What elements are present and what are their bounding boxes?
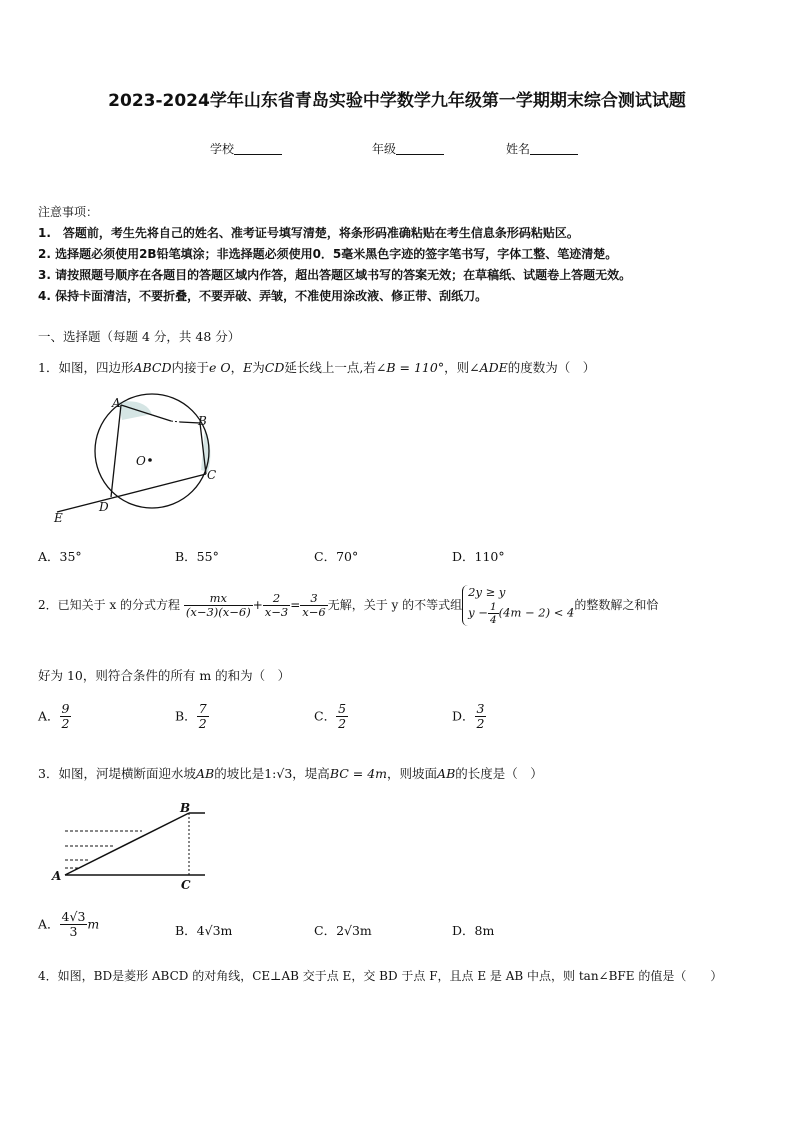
question-2-stem: 2．已知关于 x 的分式方程 $\frac{mx}{(x-3)(x-6)}$ + $\frac{2}{x-3}$ = $\frac{3}{x-6}$ 无解，关于 y 的不等式组 2y ≥ y y − $\frac{1}{4}$ (4m − 2) < 4 的整数解之和恰 <box>38 585 659 626</box>
q2-option-d[interactable]: D． $\frac{3}{2}$ <box>452 701 485 732</box>
question-1-stem: 1．如图，四边形ABCD内接于e O，E为CD延长线上一点,若∠B = 110°，则∠ADE的度数为（ ） <box>38 360 596 375</box>
q3-option-c[interactable]: C．2√3m <box>314 923 372 938</box>
notes-heading: 注意事项： <box>38 205 99 219</box>
q2-option-a[interactable]: A． $\frac{9}{2}$ <box>38 701 70 732</box>
school-label: 学校 <box>210 142 235 156</box>
q3-option-a[interactable]: A． $\frac{4√3}{3}$ m <box>38 909 100 940</box>
q1-option-b[interactable]: B．55° <box>175 549 219 564</box>
label-b: B <box>198 414 207 428</box>
section-heading: 一、选择题（每题 4 分，共 48 分） <box>38 329 241 344</box>
q3-option-b[interactable]: B．4√3m <box>175 923 233 938</box>
question-4-stem: 4．如图，BD是菱形 ABCD 的对角线，CE⊥AB 交于点 E，交 BD 于点 F，且点 E 是 AB 中点，则 tan∠BFE 的值是（ ） <box>38 969 723 983</box>
note-item: 4. 保持卡面清洁，不要折叠，不要弄破、弄皱，不准使用涂改液、修正带、刮纸刀。 <box>38 289 488 303</box>
name-label: 姓名 <box>506 142 531 156</box>
q2-option-b[interactable]: B． $\frac{7}{2}$ <box>175 701 207 732</box>
label-a: A <box>112 396 121 410</box>
note-item: 3. 请按照题号顺序在各题目的答题区域内作答，超出答题区域书写的答案无效；在草稿纸、试题卷上答题无效。 <box>38 268 632 282</box>
label-o: O <box>136 454 146 468</box>
q1-option-d[interactable]: D．110° <box>452 549 505 564</box>
page-title: 2023-2024学年山东省青岛实验中学数学九年级第一学期期末综合测试试题 <box>108 91 686 111</box>
label-c3: C <box>181 878 191 892</box>
q1-option-c[interactable]: C．70° <box>314 549 359 564</box>
label-a3: A <box>52 869 62 883</box>
label-e: E <box>54 511 63 525</box>
q1-option-a[interactable]: A．35° <box>38 549 82 564</box>
note-item: 1. 答题前，考生先将自己的姓名、准考证号填写清楚，将条形码准确粘贴在考生信息条形码粘贴区。 <box>38 226 579 240</box>
question-3-stem: 3．如图，河堤横断面迎水坡AB的坡比是1:√3，堤高BC = 4m，则坡面AB的长度是（ ） <box>38 766 543 781</box>
note-item: 2. 选择题必须使用2B铅笔填涂；非选择题必须使用0．5毫米黑色字迹的签字笔书写，字体工整、笔迹清楚。 <box>38 247 618 261</box>
q2-option-c[interactable]: C． $\frac{5}{2}$ <box>314 701 347 732</box>
label-d: D <box>99 500 109 514</box>
q3-option-d[interactable]: D．8m <box>452 923 495 938</box>
grade-label: 年级 <box>372 142 397 156</box>
label-b3: B <box>180 801 191 815</box>
question-2-line2: 好为 10，则符合条件的所有 m 的和为（ ） <box>38 668 291 683</box>
label-c: C <box>207 468 217 482</box>
